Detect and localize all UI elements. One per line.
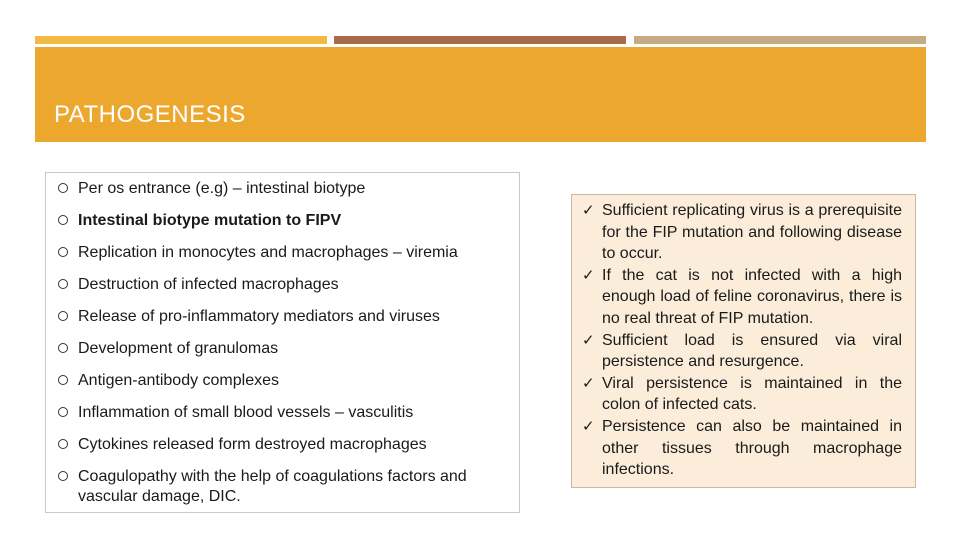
list-item	[580, 416, 902, 481]
accent-bar-3	[634, 36, 926, 44]
check-mark-icon: ✓	[582, 416, 595, 435]
list-item	[54, 243, 513, 263]
circle-bullet-icon	[58, 343, 68, 353]
accent-bar-1	[35, 36, 327, 44]
list-item	[580, 330, 902, 373]
list-item	[54, 179, 513, 199]
list-item	[54, 467, 513, 507]
list-item	[54, 339, 513, 359]
list-item	[54, 307, 513, 327]
list-item	[54, 211, 513, 231]
list-item	[580, 265, 902, 330]
list-item-text: Development of granulomas	[78, 340, 279, 357]
circle-bullet-icon	[58, 279, 68, 289]
list-item	[54, 371, 513, 391]
circle-bullet-icon	[58, 215, 68, 225]
accent-bar-2	[334, 36, 626, 44]
circle-bullet-icon	[58, 407, 68, 417]
list-item-text: Viral persistence is maintained in the colon of infected cats.	[602, 374, 902, 414]
list-item-text: Release of pro-inflammatory mediators and viruses	[78, 308, 440, 325]
list-item-text: Per os entrance (e.g) – intestinal biotype	[78, 180, 366, 197]
title-banner	[35, 47, 926, 142]
slide-title: PATHOGENESIS	[54, 101, 246, 128]
list-item-text: Coagulopathy with the help of coagulations factors and vascular damage, DIC.	[78, 468, 467, 505]
check-mark-icon: ✓	[582, 265, 595, 284]
list-item-text: Sufficient load is ensured via viral persistence and resurgence.	[602, 331, 902, 371]
circle-bullet-icon	[58, 247, 68, 257]
list-item-text: Cytokines released form destroyed macrophages	[78, 436, 427, 453]
list-item	[54, 435, 513, 455]
circle-bullet-icon	[58, 471, 68, 481]
list-item-text: Replication in monocytes and macrophages – viremia	[78, 244, 458, 261]
left-content-box	[45, 172, 520, 513]
pathogenesis-steps-list	[54, 179, 513, 519]
list-item-text: If the cat is not infected with a high enough load of feline coronavirus, there is no real threat of FIP mutation.	[602, 266, 902, 327]
right-notes-box	[571, 194, 916, 488]
list-item-text: Antigen-antibody complexes	[78, 372, 280, 389]
list-item	[580, 373, 902, 416]
circle-bullet-icon	[58, 439, 68, 449]
list-item-text: Persistence can also be maintained in other tissues through macrophage infections.	[602, 417, 902, 479]
circle-bullet-icon	[58, 183, 68, 193]
list-item	[54, 275, 513, 295]
list-item	[580, 200, 902, 265]
list-item-text: Intestinal biotype mutation to FIPV	[78, 212, 342, 229]
list-item-text: Inflammation of small blood vessels – vasculitis	[78, 404, 414, 421]
circle-bullet-icon	[58, 311, 68, 321]
check-mark-icon: ✓	[582, 330, 595, 349]
circle-bullet-icon	[58, 375, 68, 385]
key-points-list	[580, 200, 902, 481]
check-mark-icon: ✓	[582, 201, 595, 219]
list-item-text: Sufficient replicating virus is a prerequisite for the FIP mutation and following disease to occur.	[602, 202, 902, 263]
list-item-text: Destruction of infected macrophages	[78, 276, 339, 293]
list-item	[54, 403, 513, 423]
check-mark-icon: ✓	[582, 373, 595, 392]
